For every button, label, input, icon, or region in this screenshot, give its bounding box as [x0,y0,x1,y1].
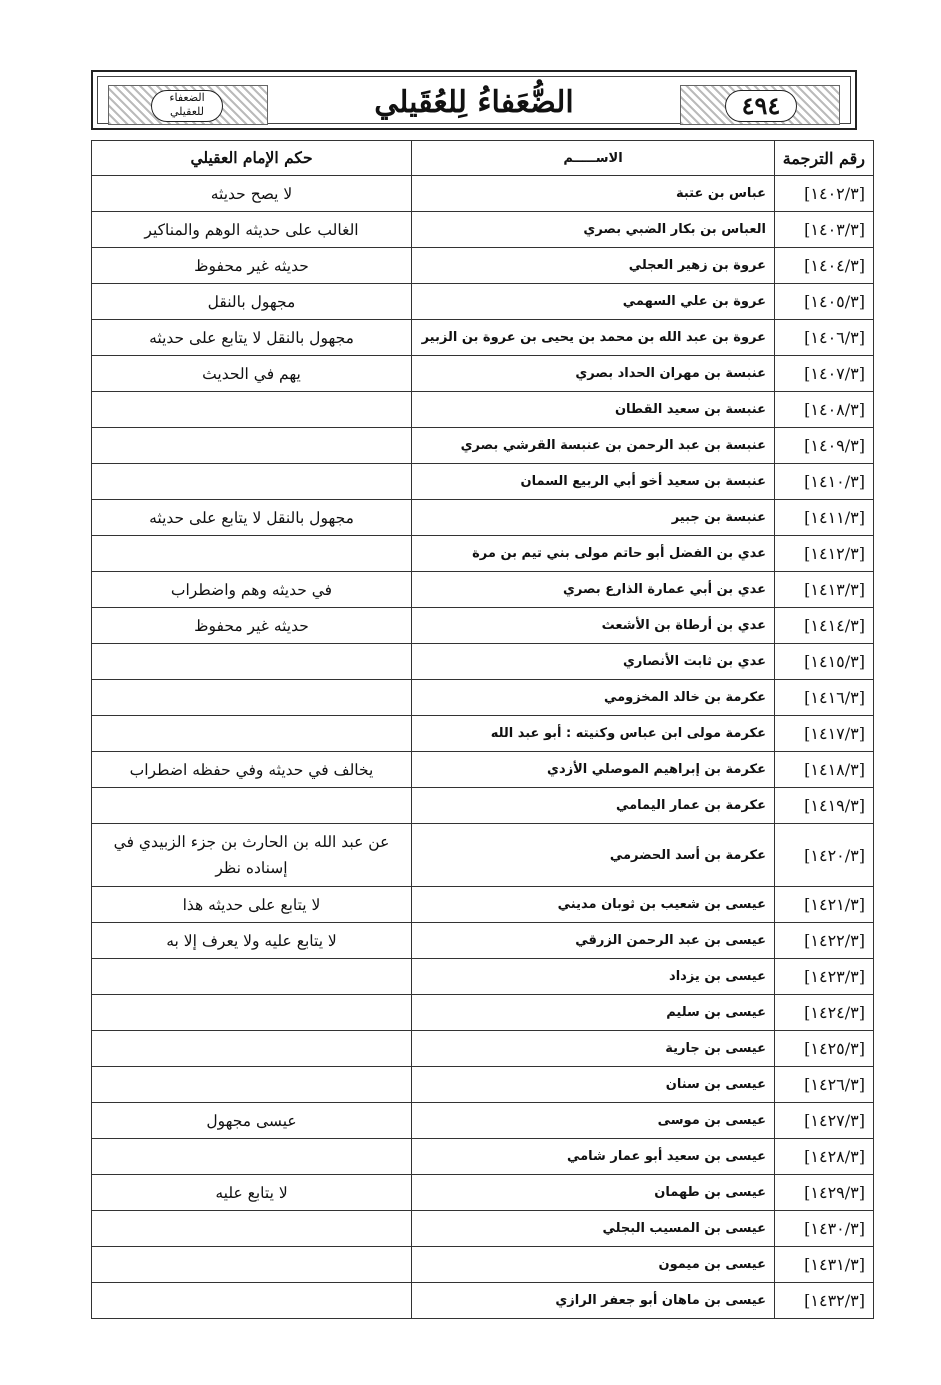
table-header-row [92,141,874,176]
table-row [92,995,874,1031]
row-verdict [92,464,412,500]
table-row [92,212,874,248]
row-number: [١٤٢٤/٣] [775,995,874,1031]
row-name: عيسى بن سعيد أبو عمار شامي [412,1139,775,1175]
row-name: عنبسة بن عبد الرحمن بن عنبسة القرشي بصري [412,428,775,464]
table-row [92,536,874,572]
row-verdict [92,536,412,572]
row-name: عيسى بن سنان [412,1067,775,1103]
page-number: ٤٩٤ [741,91,781,120]
row-number: [١٤٣٠/٣] [775,1211,874,1247]
row-verdict: مجهول بالنقل لا يتابع على حديثه [92,320,412,356]
table-row [92,1103,874,1139]
row-name: عيسى بن يزداد [412,959,775,995]
row-verdict [92,1139,412,1175]
row-number: [١٤٢٨/٣] [775,1139,874,1175]
side-label-cartouche [151,90,223,122]
table-row [92,824,874,887]
row-number: [١٤١٤/٣] [775,608,874,644]
row-verdict [92,959,412,995]
row-name: عنبسة بن جبير [412,500,775,536]
table-row [92,392,874,428]
row-number: [١٤١٨/٣] [775,752,874,788]
row-verdict: عيسى مجهول [92,1103,412,1139]
row-verdict: لا يتابع على حديثه هذا [92,887,412,923]
row-name: عكرمة بن إبراهيم الموصلي الأزدي [412,752,775,788]
row-number: [١٤٠٣/٣] [775,212,874,248]
row-name: عيسى بن المسيب البجلي [412,1211,775,1247]
table-row [92,887,874,923]
table-row [92,923,874,959]
row-verdict: مجهول بالنقل [92,284,412,320]
row-verdict: عن عبد الله بن الحارث بن جزء الزبيدي في إسناده نظر [92,824,412,887]
table-row [92,320,874,356]
row-verdict: يخالف في حديثه وفي حفظه اضطراب [92,752,412,788]
row-name: عروة بن عبد الله بن محمد بن يحيى بن عروة بن الزبير [412,320,775,356]
row-number: [١٤١٠/٣] [775,464,874,500]
row-verdict: في حديثه وهم واضطراب [92,572,412,608]
row-number: [١٤٠٨/٣] [775,392,874,428]
row-verdict: لا يتابع عليه [92,1175,412,1211]
table-row [92,176,874,212]
table-row [92,959,874,995]
row-number: [١٤١٦/٣] [775,680,874,716]
row-name: عنبسة بن مهران الحداد بصري [412,356,775,392]
row-name: عكرمة بن عمار اليمامي [412,788,775,824]
row-name: عدي بن أرطاة بن الأشعث [412,608,775,644]
table-row [92,716,874,752]
row-number: [١٤٠٥/٣] [775,284,874,320]
running-title: الضُّعَفاءُ لِلعُقَيلي [298,83,650,123]
row-verdict: حديثه غير محفوظ [92,608,412,644]
row-name: عروة بن زهير العجلي [412,248,775,284]
row-name: العباس بن بكار الضبي بصري [412,212,775,248]
row-number: [١٤٢٥/٣] [775,1031,874,1067]
row-verdict [92,1247,412,1283]
row-number: [١٤٠٤/٣] [775,248,874,284]
row-verdict [92,788,412,824]
row-number: [١٤١١/٣] [775,500,874,536]
row-verdict: مجهول بالنقل لا يتابع على حديثه [92,500,412,536]
table-row [92,500,874,536]
row-verdict [92,1211,412,1247]
row-name: عكرمة بن خالد المخزومي [412,680,775,716]
row-name: عدي بن ثابت الأنصاري [412,644,775,680]
table-row [92,248,874,284]
row-number: [١٤١٧/٣] [775,716,874,752]
row-verdict [92,995,412,1031]
table-row [92,644,874,680]
row-name: عيسى بن طهمان [412,1175,775,1211]
row-verdict [92,644,412,680]
row-name: عباس بن عتبة [412,176,775,212]
row-number: [١٤١٢/٣] [775,536,874,572]
table-row [92,752,874,788]
side-label-line1: الضعفاء [169,91,205,104]
row-number: [١٤٢٦/٣] [775,1067,874,1103]
header-number: رقم الترجمة [775,141,874,176]
row-name: عنبسة بن سعيد أخو أبي الربيع السمان [412,464,775,500]
row-name: عيسى بن عبد الرحمن الزرقي [412,923,775,959]
row-verdict [92,1067,412,1103]
row-number: [١٤٢٠/٣] [775,824,874,887]
row-name: عنبسة بن سعيد القطان [412,392,775,428]
table-row [92,428,874,464]
row-number: [١٤٢٧/٣] [775,1103,874,1139]
table-row [92,284,874,320]
row-verdict: لا يتابع عليه ولا يعرف إلا به [92,923,412,959]
row-verdict [92,680,412,716]
row-number: [١٤٢٣/٣] [775,959,874,995]
table-row [92,1247,874,1283]
side-label [152,91,222,119]
row-verdict [92,1031,412,1067]
row-number: [١٤١٣/٣] [775,572,874,608]
side-label-line2: للعقيلي [170,105,204,118]
table-row [92,464,874,500]
narrators-table [91,140,874,1319]
row-name: عدي بن أبي عمارة الذارع بصري [412,572,775,608]
table-row [92,1283,874,1319]
row-verdict: يهم في الحديث [92,356,412,392]
row-name: عكرمة بن أسد الحضرمي [412,824,775,887]
row-verdict: لا يصح حديثه [92,176,412,212]
row-number: [١٤٣١/٣] [775,1247,874,1283]
row-verdict: الغالب على حديثه الوهم والمناكير [92,212,412,248]
row-verdict [92,392,412,428]
table-row [92,356,874,392]
table-row [92,1067,874,1103]
row-verdict [92,1283,412,1319]
table-row [92,1175,874,1211]
table-row [92,788,874,824]
row-number: [١٤٠٧/٣] [775,356,874,392]
table-row [92,572,874,608]
row-number: [١٤٠٢/٣] [775,176,874,212]
row-verdict [92,716,412,752]
row-verdict: حديثه غير محفوظ [92,248,412,284]
table-body [92,176,874,1319]
row-number: [١٤٢١/٣] [775,887,874,923]
table-row [92,608,874,644]
header-name: الاســـــم [412,141,775,176]
row-number: [١٤٢٢/٣] [775,923,874,959]
row-number: [١٤٠٦/٣] [775,320,874,356]
row-name: عيسى بن موسى [412,1103,775,1139]
row-verdict [92,428,412,464]
row-name: عيسى بن شعيب بن ثوبان مديني [412,887,775,923]
row-number: [١٤٢٩/٣] [775,1175,874,1211]
row-number: [١٤٠٩/٣] [775,428,874,464]
table-row [92,1211,874,1247]
header-frame [97,76,851,124]
row-name: عروة بن علي السهمي [412,284,775,320]
row-number: [١٤١٩/٣] [775,788,874,824]
row-number: [١٤١٥/٣] [775,644,874,680]
header-ornament-right [680,85,840,125]
table-row [92,1031,874,1067]
page-header [91,70,857,130]
page-number-cartouche [725,90,797,122]
row-name: عكرمة مولى ابن عباس وكنيته : أبو عبد الله [412,716,775,752]
table-row [92,680,874,716]
table-row [92,1139,874,1175]
header-ornament-left [108,85,268,125]
row-name: عيسى بن سليم [412,995,775,1031]
header-verdict: حكم الإمام العقيلي [92,141,412,176]
row-name: عيسى بن ميمون [412,1247,775,1283]
row-name: عيسى بن جارية [412,1031,775,1067]
row-name: عدي بن الفضل أبو حاتم مولى بني تيم بن مرة [412,536,775,572]
row-number: [١٤٣٢/٣] [775,1283,874,1319]
row-name: عيسى بن ماهان أبو جعفر الرازي [412,1283,775,1319]
